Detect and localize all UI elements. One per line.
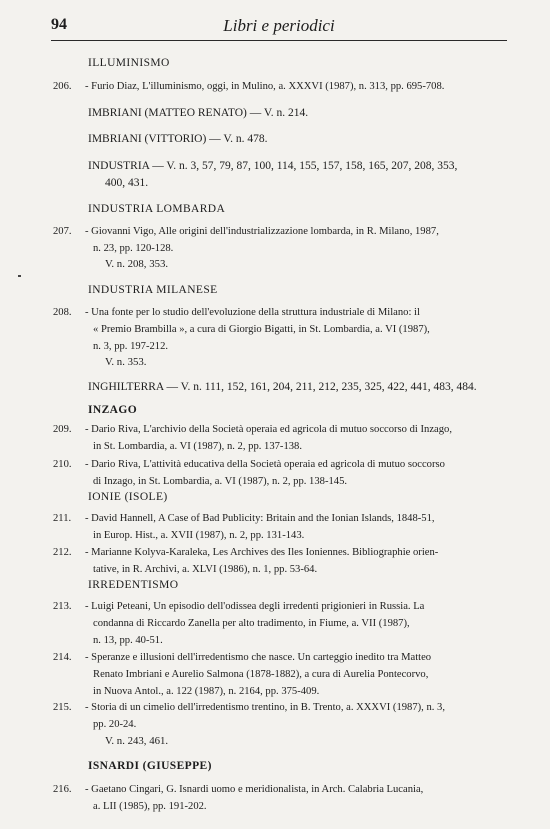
section-heading: IMBRIANI (MATTEO RENATO) — V. n. 214. bbox=[88, 107, 309, 119]
section-heading: INGHILTERRA — V. n. 111, 152, 161, 204, 211, 212, 235, 325, 422, 441, 483, 484. bbox=[88, 381, 477, 393]
entry-number: 214. bbox=[53, 652, 72, 663]
entry-line: - Giovanni Vigo, Alle origini dell'industrializzazione lombarda, in R. Milano, 1987, bbox=[85, 226, 439, 237]
see-also-references: V. n. 353. bbox=[105, 356, 147, 368]
section-heading: INZAGO bbox=[88, 404, 138, 416]
section-heading: ISNARDI (GIUSEPPE) bbox=[88, 760, 212, 772]
bibliography-entry bbox=[53, 421, 509, 455]
margin-mark bbox=[18, 275, 21, 277]
entry-number: 212. bbox=[53, 547, 72, 558]
entry-line: in Nuova Antol., a. 122 (1987), n. 2164, pp. 375-409. bbox=[93, 686, 320, 697]
entry-line: - Speranze e illusioni dell'irredentismo che nasce. Un carteggio inedito tra Matteo bbox=[85, 652, 432, 663]
page-number: 94 bbox=[51, 16, 67, 33]
entry-line: in Europ. Hist., a. XVII (1987), n. 2, pp. 131-143. bbox=[93, 530, 305, 541]
page-header bbox=[51, 16, 507, 41]
bibliography-entry bbox=[53, 78, 509, 95]
entry-line: - Furio Diaz, L'illuminismo, oggi, in Mulino, a. XXXVI (1987), n. 313, pp. 695-708. bbox=[85, 81, 445, 92]
entry-line: condanna di Riccardo Zanella per alto tradimento, in Fiume, a. VII (1987), bbox=[93, 618, 410, 629]
bibliography-entry bbox=[53, 510, 509, 544]
bibliography-entry bbox=[53, 223, 509, 257]
section-heading: IMBRIANI (VITTORIO) — V. n. 478. bbox=[88, 133, 268, 145]
entry-line: di Inzago, in St. Lombardia, a. VI (1987), n. 2, pp. 138-145. bbox=[93, 476, 348, 487]
section-heading-continuation: 400, 431. bbox=[105, 177, 149, 189]
entry-number: 215. bbox=[53, 702, 72, 713]
entry-number: 210. bbox=[53, 459, 72, 470]
bibliography-entry bbox=[53, 544, 509, 578]
bibliography-entry bbox=[53, 781, 509, 815]
entry-number: 207. bbox=[53, 226, 72, 237]
section-heading: INDUSTRIA MILANESE bbox=[88, 284, 218, 296]
entry-line: - David Hannell, A Case of Bad Publicity: Britain and the Ionian Islands, 1848-51, bbox=[85, 513, 435, 524]
see-also-references: V. n. 208, 353. bbox=[105, 258, 169, 270]
bibliography-entry bbox=[53, 598, 509, 649]
bibliography-entry bbox=[53, 649, 509, 700]
entry-line: n. 23, pp. 120-128. bbox=[93, 243, 174, 254]
entry-number: 213. bbox=[53, 601, 72, 612]
entry-number: 206. bbox=[53, 81, 72, 92]
entry-number: 216. bbox=[53, 784, 72, 795]
entry-number: 208. bbox=[53, 307, 72, 318]
entry-line: in St. Lombardia, a. VI (1987), n. 2, pp. 137-138. bbox=[93, 441, 303, 452]
entry-number: 209. bbox=[53, 424, 72, 435]
section-heading: INDUSTRIA — V. n. 3, 57, 79, 87, 100, 114, 155, 157, 158, 165, 207, 208, 353, bbox=[88, 160, 458, 172]
entry-line: tative, in R. Archivi, a. XLVI (1986), n. 1, pp. 53-64. bbox=[93, 564, 318, 575]
entry-line: - Gaetano Cingari, G. Isnardi uomo e meridionalista, in Arch. Calabria Lucania, bbox=[85, 784, 424, 795]
section-heading: IRREDENTISMO bbox=[88, 579, 179, 591]
entry-line: - Dario Riva, L'archivio della Società operaia ed agricola di mutuo soccorso di Inzago, bbox=[85, 424, 452, 435]
entry-line: Renato Imbriani e Aurelio Salmona (1878-1882), a cura di Aurelia Pontecorvo, bbox=[93, 669, 429, 680]
section-heading: ILLUMINISMO bbox=[88, 57, 170, 69]
bibliography-entry bbox=[53, 304, 509, 355]
entry-line: pp. 20-24. bbox=[93, 719, 137, 730]
entry-line: n. 3, pp. 197-212. bbox=[93, 341, 169, 352]
entry-line: - Dario Riva, L'attività educativa della Società operaia ed agricola di mutuo soccorso bbox=[85, 459, 445, 470]
entry-line: - Una fonte per lo studio dell'evoluzione della struttura industriale di Milano: il bbox=[85, 307, 420, 318]
entry-line: a. LII (1985), pp. 191-202. bbox=[93, 801, 207, 812]
entry-line: - Marianne Kolyva-Karaleka, Les Archives des Iles Ioniennes. Bibliographie orien- bbox=[85, 547, 439, 558]
entry-number: 211. bbox=[53, 513, 72, 524]
entry-line: - Storia di un cimelio dell'irredentismo trentino, in B. Trento, a. XXXVI (1987), n. 3, bbox=[85, 702, 445, 713]
section-heading: INDUSTRIA LOMBARDA bbox=[88, 203, 226, 215]
see-also-references: V. n. 243, 461. bbox=[105, 735, 169, 747]
entry-line: n. 13, pp. 40-51. bbox=[93, 635, 163, 646]
entry-line: - Luigi Peteani, Un episodio dell'odissea degli irredenti prigionieri in Russia. La bbox=[85, 601, 425, 612]
bibliography-entry bbox=[53, 456, 509, 490]
bibliography-entry bbox=[53, 699, 509, 733]
running-title: Libri e periodici bbox=[223, 16, 335, 35]
entry-line: « Premio Brambilla », a cura di Giorgio Bigatti, in St. Lombardia, a. VI (1987), bbox=[93, 324, 430, 335]
section-heading: IONIE (ISOLE) bbox=[88, 491, 168, 503]
